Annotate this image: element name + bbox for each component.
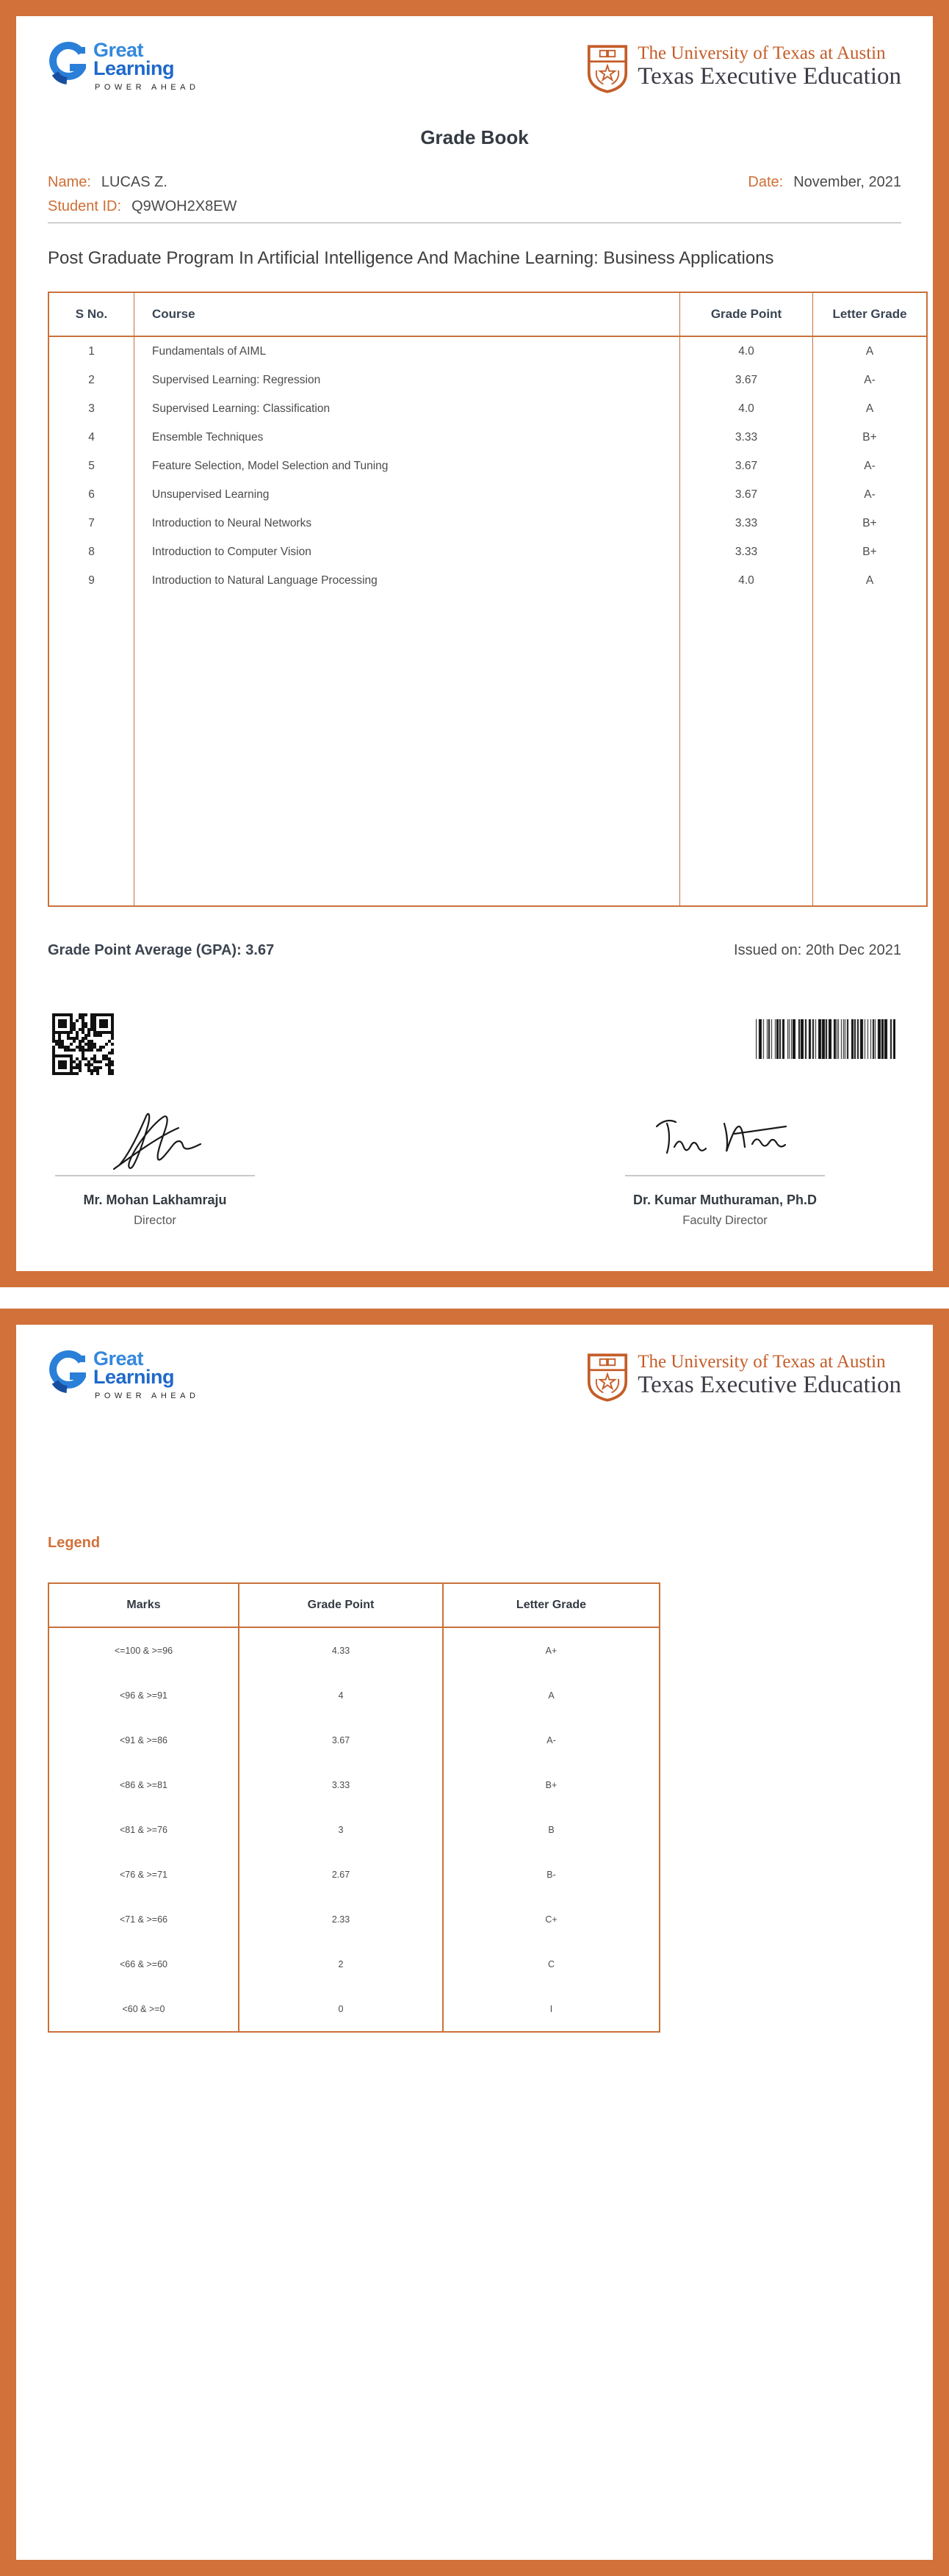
student-fields <box>48 174 901 215</box>
table-cell: <86 & >=81 <box>120 1779 167 1790</box>
table-cell: B- <box>443 1852 660 1897</box>
table-cell <box>48 595 134 906</box>
table-cell: Introduction to Computer Vision <box>134 538 680 566</box>
table-cell: B <box>443 1807 660 1852</box>
table-cell: Fundamentals of AIML <box>134 336 680 366</box>
table-row <box>48 480 927 509</box>
table-row <box>48 423 927 452</box>
table-cell: <91 & >=86 <box>120 1734 167 1745</box>
name-label: Name: <box>48 174 91 190</box>
table-cell: <=100 & >=96 <box>114 1645 173 1656</box>
ut-austin-logo <box>587 44 901 98</box>
student-id-value: Q9WOH2X8EW <box>131 198 237 214</box>
issued-on-text: Issued on: 20th Dec 2021 <box>734 942 901 958</box>
great-learning-word1: Great <box>93 39 144 61</box>
column-header: S No. <box>48 292 134 336</box>
faculty-director-signature-icon <box>648 1106 802 1173</box>
table-row <box>48 1897 660 1942</box>
student-id-label: Student ID: <box>48 198 122 214</box>
table-filler-row <box>48 595 927 906</box>
legend-table <box>48 1582 660 2033</box>
signature-line <box>625 1175 825 1176</box>
signature-block-director <box>55 1106 255 1228</box>
table-row <box>48 1627 660 1673</box>
table-cell: A- <box>813 366 928 394</box>
gpa-text: Grade Point Average (GPA): 3.67 <box>48 942 275 958</box>
signature-line <box>55 1175 255 1176</box>
table-cell: 2.33 <box>239 1897 443 1942</box>
table-row <box>48 1807 660 1852</box>
program-title: Post Graduate Program In Artificial Intelligence And Machine Learning: Business Applications <box>48 248 774 268</box>
table-cell: <66 & >=60 <box>120 1958 167 1969</box>
table-cell: Introduction to Neural Networks <box>134 509 680 538</box>
date-label: Date: <box>748 174 784 190</box>
signatory-name: Dr. Kumar Muthuraman, Ph.D <box>632 1193 818 1207</box>
table-cell: <71 & >=66 <box>120 1914 167 1925</box>
table-row <box>48 1762 660 1807</box>
great-learning-logo <box>48 1347 200 1400</box>
great-learning-word2: Learning <box>93 57 175 79</box>
great-learning-word1: Great <box>93 1347 144 1370</box>
column-header: Marks <box>48 1583 239 1627</box>
column-header: Letter Grade <box>443 1583 660 1627</box>
great-learning-tagline: POWER AHEAD <box>95 1392 200 1400</box>
table-cell: <81 & >=76 <box>120 1824 167 1835</box>
table-cell: 6 <box>88 488 95 501</box>
date-value: November, 2021 <box>793 174 901 190</box>
table-cell: C <box>443 1942 660 1986</box>
table-cell: <60 & >=0 <box>122 2003 165 2014</box>
column-header: Course <box>134 292 680 336</box>
table-cell: 5 <box>88 459 95 472</box>
table-cell: 4.33 <box>239 1627 443 1673</box>
table-row <box>48 538 927 566</box>
table-cell: B+ <box>813 509 928 538</box>
table-cell: 3.33 <box>680 423 813 452</box>
table-row <box>48 509 927 538</box>
table-cell: 4.0 <box>680 394 813 423</box>
table-cell: 9 <box>88 574 95 587</box>
ut-shield-icon <box>587 44 628 98</box>
table-cell: B+ <box>443 1762 660 1807</box>
table-cell: 4 <box>239 1673 443 1718</box>
gpa-row <box>48 942 901 959</box>
table-cell: Unsupervised Learning <box>134 480 680 509</box>
great-learning-g-icon <box>48 1350 86 1399</box>
table-cell: 3.67 <box>680 480 813 509</box>
ut-line1: The University of Texas at Austin <box>638 1352 886 1372</box>
table-cell: I <box>443 1986 660 2032</box>
table-cell: 4 <box>88 430 95 444</box>
table-cell: A <box>813 394 928 423</box>
table-cell: 2.67 <box>239 1852 443 1897</box>
table-cell: 3.67 <box>680 452 813 480</box>
gradebook-page <box>0 0 949 1287</box>
grade-table <box>48 292 928 907</box>
page-title: Grade Book <box>420 126 529 148</box>
table-cell <box>680 595 813 906</box>
signature-block-faculty-director <box>625 1106 825 1228</box>
table-cell: <96 & >=91 <box>120 1690 167 1701</box>
legend-page <box>0 1309 949 2576</box>
table-row <box>48 1718 660 1762</box>
table-cell: A <box>813 336 928 366</box>
table-cell: 3.67 <box>680 366 813 394</box>
table-row <box>48 336 927 366</box>
great-learning-g-icon <box>48 41 86 90</box>
table-row <box>48 566 927 595</box>
document-header <box>48 1325 901 1423</box>
table-row <box>48 452 927 480</box>
table-cell: B+ <box>813 423 928 452</box>
table-cell: 1 <box>88 344 95 358</box>
ut-austin-logo <box>587 1353 901 1406</box>
table-header-row <box>48 292 927 336</box>
barcode <box>756 1019 895 1059</box>
table-cell: 0 <box>239 1986 443 2032</box>
column-header: Letter Grade <box>813 292 928 336</box>
table-header-row <box>48 1583 660 1627</box>
table-cell: A+ <box>443 1627 660 1673</box>
table-cell: A- <box>813 480 928 509</box>
table-cell <box>813 595 928 906</box>
page-gap <box>0 1287 949 1309</box>
table-row <box>48 394 927 423</box>
table-cell: 3.33 <box>239 1762 443 1807</box>
table-row <box>48 1986 660 2032</box>
ut-line2: Texas Executive Education <box>638 1372 901 1398</box>
table-cell: 3.33 <box>680 538 813 566</box>
table-cell: Introduction to Natural Language Processing <box>134 566 680 595</box>
table-cell: 4.0 <box>680 336 813 366</box>
table-cell <box>134 595 680 906</box>
ut-shield-icon <box>587 1353 628 1406</box>
table-cell: A <box>443 1673 660 1718</box>
column-header: Grade Point <box>239 1583 443 1627</box>
date-row <box>748 174 901 191</box>
signatory-title: Faculty Director <box>682 1214 768 1227</box>
table-cell: 3 <box>239 1807 443 1852</box>
great-learning-logo <box>48 41 199 92</box>
table-cell: Ensemble Techniques <box>134 423 680 452</box>
table-cell: Supervised Learning: Regression <box>134 366 680 394</box>
student-id-row <box>48 198 901 215</box>
table-cell: 4.0 <box>680 566 813 595</box>
ut-line2: Texas Executive Education <box>638 63 901 90</box>
table-cell: 7 <box>88 516 95 529</box>
table-cell: 2 <box>88 373 95 386</box>
document-header <box>48 16 901 115</box>
table-row <box>48 1942 660 1986</box>
signatory-name: Mr. Mohan Lakhamraju <box>83 1193 227 1207</box>
table-row <box>48 1673 660 1718</box>
codes-row <box>48 1013 901 1075</box>
table-cell: C+ <box>443 1897 660 1942</box>
legend-title: Legend <box>48 1535 101 1551</box>
table-cell: A <box>813 566 928 595</box>
ut-line1: The University of Texas at Austin <box>638 43 886 63</box>
table-cell: B+ <box>813 538 928 566</box>
table-cell: 3.33 <box>680 509 813 538</box>
table-row <box>48 366 927 394</box>
column-header: Grade Point <box>680 292 813 336</box>
table-cell: A- <box>443 1718 660 1762</box>
table-cell: 2 <box>239 1942 443 1986</box>
director-signature-icon <box>82 1106 228 1173</box>
table-cell: 3.67 <box>239 1718 443 1762</box>
table-cell: 8 <box>88 545 95 558</box>
table-cell: Supervised Learning: Classification <box>134 394 680 423</box>
table-cell: 3 <box>88 402 95 415</box>
name-value: LUCAS Z. <box>101 174 167 190</box>
table-row <box>48 1852 660 1897</box>
table-cell: A- <box>813 452 928 480</box>
table-cell: <76 & >=71 <box>120 1869 167 1880</box>
great-learning-tagline: POWER AHEAD <box>95 83 200 92</box>
signatory-title: Director <box>134 1214 176 1227</box>
table-cell: Feature Selection, Model Selection and Tuning <box>134 452 680 480</box>
qr-code <box>52 1013 114 1075</box>
divider <box>48 222 901 223</box>
signatures-row <box>48 1106 901 1228</box>
great-learning-word2: Learning <box>93 1366 175 1388</box>
